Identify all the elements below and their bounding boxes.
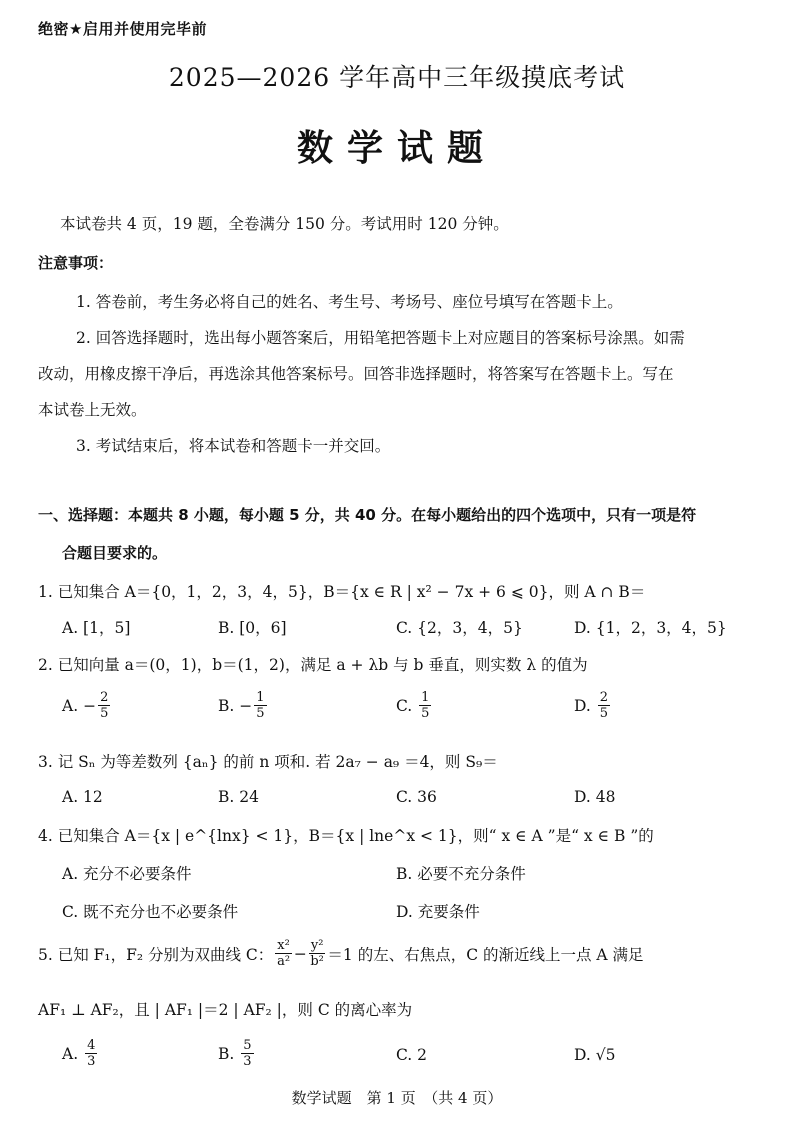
question-3-stem: 3. 记 Sₙ 为等差数列 {aₙ} 的前 n 项和. 若 2a₇ − a₉ ＝4，则 S₉＝ bbox=[38, 753, 498, 771]
question-3-option-d: D. 48 bbox=[574, 788, 616, 806]
note-item: 改动，用橡皮擦干净后，再选涂其他答案标号。回答非选择题时，将答案写在答题卡上。写在 bbox=[38, 365, 674, 383]
note-item: 2. 回答选择题时，选出每小题答案后，用铅笔把答题卡上对应题目的答案标号涂黑。如需 bbox=[76, 329, 685, 347]
intro-text: 本试卷共 4 页，19 题，全卷满分 150 分。考试用时 120 分钟。 bbox=[60, 215, 509, 233]
question-4-option-d: D. 充要条件 bbox=[396, 903, 480, 921]
question-1-option-c: C. {2，3，4，5} bbox=[396, 619, 523, 637]
question-3-option-c: C. 36 bbox=[396, 788, 437, 806]
question-5-option-a: A. $\frac{4}{3}$ bbox=[62, 1038, 96, 1069]
subject-title: 数学试题 bbox=[296, 128, 497, 169]
page-footer: 数学试题 第 1 页 （共 4 页） bbox=[291, 1089, 503, 1107]
question-2-option-b: B. − $\frac{1}{5}$ bbox=[218, 690, 265, 721]
section-heading-cont: 合题目要求的。 bbox=[62, 544, 168, 562]
question-4-stem: 4. 已知集合 A＝{x | e^{lnx} < 1}，B＝{x | lne^x < 1}，则“ x ∈ A ”是“ x ∈ B ”的 bbox=[38, 827, 654, 845]
question-2-option-d: D. $\frac{2}{5}$ bbox=[574, 690, 609, 721]
question-4-option-a: A. 充分不必要条件 bbox=[62, 865, 192, 883]
question-2-option-a: A. − $\frac{2}{5}$ bbox=[62, 690, 109, 721]
note-item: 1. 答卷前，考生务必将自己的姓名、考生号、考场号、座位号填写在答题卡上。 bbox=[76, 293, 623, 311]
notes-heading: 注意事项： bbox=[38, 254, 114, 272]
question-5-option-b: B. $\frac{5}{3}$ bbox=[218, 1038, 252, 1069]
question-5-option-c: C. 2 bbox=[396, 1046, 428, 1064]
question-3-option-b: B. 24 bbox=[218, 788, 259, 806]
question-1-option-a: A. [1，5] bbox=[62, 619, 131, 637]
question-1-option-b: B. [0，6] bbox=[218, 619, 287, 637]
question-2-stem: 2. 已知向量 a＝(0，1)，b＝(1，2)，满足 a + λb 与 b 垂直，则实数 λ 的值为 bbox=[38, 656, 588, 674]
question-1-stem: 1. 已知集合 A＝{0，1，2，3，4，5}，B＝{x ∈ R | x² − 7x + 6 ⩽ 0}，则 A ∩ B＝ bbox=[38, 583, 646, 601]
exam-title: 2025—2026 学年高中三年级摸底考试 bbox=[168, 63, 626, 92]
question-4-option-c: C. 既不充分也不必要条件 bbox=[62, 903, 239, 921]
question-5-stem-cont: AF₁ ⊥ AF₂，且 | AF₁ |＝2 | AF₂ |，则 C 的离心率为 bbox=[38, 1001, 413, 1019]
question-5-stem: 5. 已知 F₁，F₂ 分别为双曲线 C： $\frac{\text{x²}}{\text{a²}}$ − $\frac{\text{y²}}{\text{b²}}$ ＝1 的左、右焦点，C 的渐近线上一点 A 满足 bbox=[38, 938, 644, 969]
section-heading: 一、选择题：本题共 8 小题，每小题 5 分，共 40 分。在每小题给出的四个选项中，只有一项是符 bbox=[38, 506, 697, 524]
note-item: 3. 考试结束后，将本试卷和答题卡一并交回。 bbox=[76, 437, 391, 455]
question-1-option-d: D. {1，2，3，4，5} bbox=[574, 619, 727, 637]
question-5-option-d: D. √5 bbox=[574, 1046, 616, 1064]
question-3-option-a: A. 12 bbox=[62, 788, 103, 806]
question-2-option-c: C. $\frac{1}{5}$ bbox=[396, 690, 430, 721]
secret-label: 绝密★启用并使用完毕前 bbox=[38, 20, 207, 38]
question-4-option-b: B. 必要不充分条件 bbox=[396, 865, 526, 883]
note-item: 本试卷上无效。 bbox=[38, 401, 147, 419]
